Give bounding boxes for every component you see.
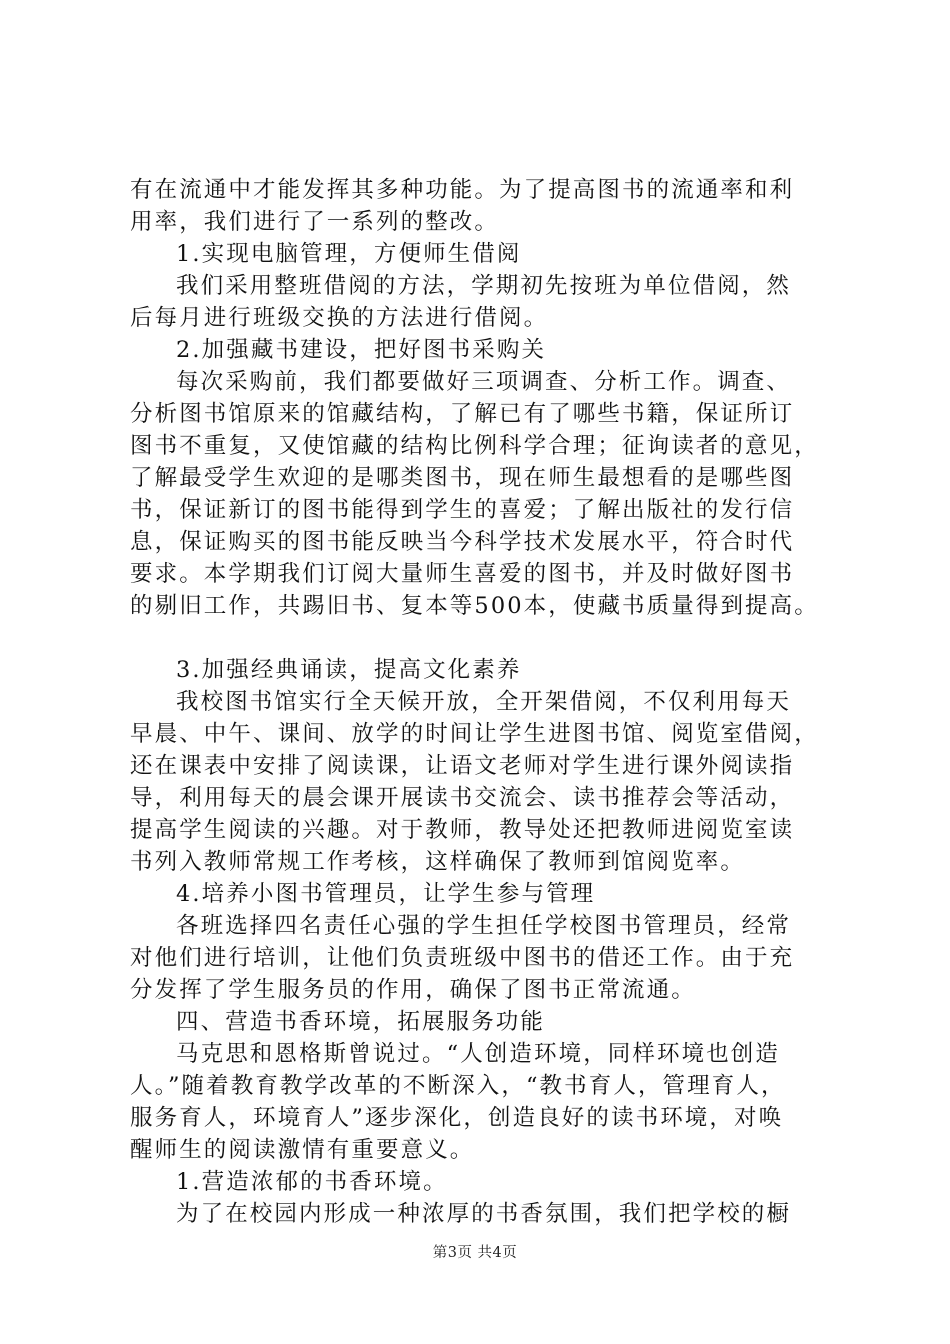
section-heading: 3.加强经典诵读，提高文化素养 [176,657,522,683]
text-line: 每次采购前，我们都要做好三项调查、分析工作。调查、 [176,369,792,395]
text-line: 分析图书馆原来的馆藏结构，了解已有了哪些书籍，保证所订 [130,401,795,427]
text-line: 息，保证购买的图书能反映当今科学技术发展水平，符合时代 [130,529,795,555]
text-line: 后每月进行班级交换的方法进行借阅。 [130,305,549,331]
text-line: 对他们进行培训，让他们负责班级中图书的借还工作。由于充 [130,945,795,971]
text-line: 提高学生阅读的兴趣。对于教师，教导处还把教师进阅览室读 [130,817,795,843]
text-line: 的剔旧工作，共踢旧书、复本等500本，使藏书质量得到提高。 [130,593,819,619]
section-heading: 1.实现电脑管理，方便师生借阅 [176,241,522,267]
text-line: 还在课表中安排了阅读课，让语文老师对学生进行课外阅读指 [130,753,795,779]
text-line: 各班选择四名责任心强的学生担任学校图书管理员，经常 [176,913,792,939]
text-line: 为了在校园内形成一种浓厚的书香氛围，我们把学校的橱 [176,1201,792,1227]
text-line: 我校图书馆实行全天候开放，全开架借阅，不仅利用每天 [176,689,792,715]
section-heading: 2.加强藏书建设，把好图书采购关 [176,337,547,363]
text-line: 导，利用每天的晨会课开展读书交流会、读书推荐会等活动， [130,785,795,811]
text-line: 人。”随着教育教学改革的不断深入，“教书育人，管理育人， [130,1073,786,1099]
section-heading: 1.营造浓郁的书香环境。 [176,1169,448,1195]
text-line: 马克思和恩格斯曾说过。“人创造环境，同样环境也创造 [176,1041,781,1067]
text-line: 醒师生的阅读激情有重要意义。 [130,1137,475,1163]
page-footer: 第3页 共4页 [432,1245,518,1261]
section-heading: 四、营造书香环境，拓展服务功能 [176,1009,546,1035]
text-line: 图书不重复，又使馆藏的结构比例科学合理；征询读者的意见， [130,433,819,459]
text-line: 书，保证新订的图书能得到学生的喜爱；了解出版社的发行信 [130,497,795,523]
section-heading: 4.培养小图书管理员，让学生参与管理 [176,881,596,907]
text-line: 了解最受学生欢迎的是哪类图书，现在师生最想看的是哪些图 [130,465,795,491]
text-line: 书列入教师常规工作考核，这样确保了教师到馆阅览率。 [130,849,746,875]
text-line: 有在流通中才能发挥其多种功能。为了提高图书的流通率和利 [130,177,795,203]
text-line: 早晨、中午、课间、放学的时间让学生进图书馆、阅览室借阅， [130,721,819,747]
text-line: 用率，我们进行了一系列的整改。 [130,209,500,235]
text-line: 我们采用整班借阅的方法，学期初先按班为单位借阅，然 [176,273,792,299]
text-line: 服务育人，环境育人”逐步深化，创造良好的读书环境，对唤 [130,1105,784,1131]
text-line: 要求。本学期我们订阅大量师生喜爱的图书，并及时做好图书 [130,561,795,587]
text-line: 分发挥了学生服务员的作用，确保了图书正常流通。 [130,977,696,1003]
